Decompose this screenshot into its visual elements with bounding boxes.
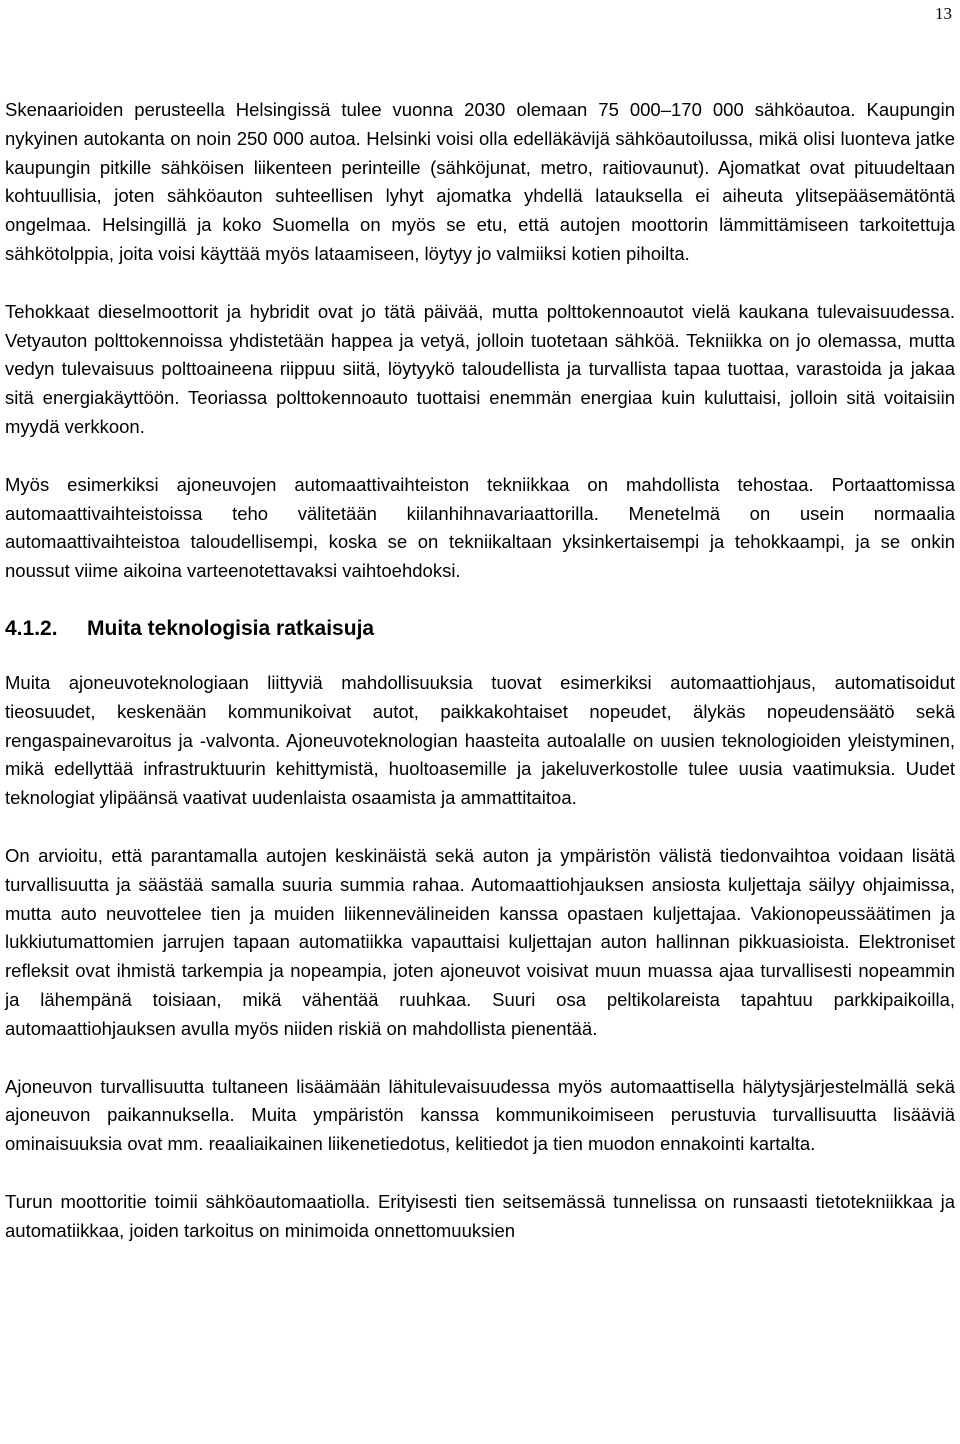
section-title: Muita teknologisia ratkaisuja xyxy=(87,616,375,640)
paragraph-information-exchange: On arvioitu, että parantamalla autojen keskinäistä sekä auton ja ympäristön välistä tiedonvaihtoa voidaan lisätä turvallisuutta ja säästää samalla suuria summia rahaa. Automaattiohjauksen ansiosta kuljettaja säilyy ohjaimissa, mutta auto neuvottelee tien ja muiden liikennevälineiden kanssa opastaen kuljettajaa. Vakionopeussäätimen ja lukkiutumattomien jarrujen tapaan automatiikka vapauttaisi kuljettajan auton hallinnan pikkuasioista. Elektroniset refleksit ovat ihmistä tarkempia ja nopeampia, joten ajoneuvot voisivat muun muassa ajaa turvallisesti nopeammin ja lähempänä toisiaan, mikä vähentää ruuhkaa. Suuri osa peltikolareista tapahtuu parkkipaikoilla, automaattiohjauksen avulla myös niiden riskiä on mahdollista pienentää. xyxy=(5,844,955,1039)
paragraph-fuel-cells: Tehokkaat dieselmoottorit ja hybridit ovat jo tätä päivää, mutta polttokennoautot vielä kaukana tulevaisuudessa. Vetyauton polttokennoissa yhdistetään happea ja vetyä, jolloin tuotetaan sähköä. Tekniikka on jo olemassa, mutta vedyn tulevaisuus polttoaineena riippuu siitä, löytyykö taloudellista ja turvallista tapaa tuottaa, varastoida ja jakaa sitä energiakäyttöön. Teoriassa polttokennoauto tuottaisi enemmän energiaa kuin kuluttaisi, jolloin sitä voitaisiin myydä verkkoon. xyxy=(5,300,955,437)
paragraph-vehicle-technologies: Muita ajoneuvoteknologiaan liittyviä mahdollisuuksia tuovat esimerkiksi automaattiohjaus, automatisoidut tieosuudet, keskenään kommunikoivat autot, paikkakohtaiset nopeudet, älykäs nopeudensäätö sekä rengaspainevaroitus ja -valvonta. Ajoneuvoteknologian haasteita autoalalle on uusien teknologioiden yleistyminen, mikä edellyttää infrastruktuurin kehittymistä, huoltoasemille ja jakeluverkostolle tulee uusia vaatimuksia. Uudet teknologiat ylipäänsä vaativat uudenlaista osaamista ja ammattitaitoa. xyxy=(5,671,955,809)
paragraph-safety-systems: Ajoneuvon turvallisuutta tultaneen lisäämään lähitulevaisuudessa myös automaattisella hälytysjärjestelmällä sekä ajoneuvon paikannuksella. Muita ympäristön kanssa kommunikoimiseen perustuvia turvallisuutta lisääviä ominaisuuksia ovat mm. reaaliaikainen liikenetiedotus, kelitiedot ja tien muodon ennakointi kartalta. xyxy=(5,1075,955,1155)
section-heading xyxy=(5,615,955,643)
page-number: 13 xyxy=(935,4,952,23)
document-body xyxy=(5,96,955,1275)
paragraph-transmissions: Myös esimerkiksi ajoneuvojen automaattivaihteiston tekniikkaa on mahdollista tehostaa. Portaattomissa automaattivaihteistoissa teho välitetään kiilanhihnavariaattorilla. Menetelmä on usein normaalia automaattivaihteistoa taloudellisempi, koska se on tekniikaltaan yksinkertaisempi ja tehokkaampi, ja se onkin noussut viime aikoina varteenotettavaksi vaihtoehdoksi. xyxy=(5,473,955,582)
paragraph-electric-cars: Skenaarioiden perusteella Helsingissä tulee vuonna 2030 olemaan 75 000–170 000 sähköautoa. Kaupungin nykyinen autokanta on noin 250 000 autoa. Helsinki voisi olla edelläkävijä sähköautoilussa, mikä olisi luonteva jatke kaupungin pitkille sähköisen liikenteen perinteille (sähköjunat, metro, raitiovaunut). Ajomatkat ovat pituudeltaan kohtuullisia, joten sähköauton suhteellisen lyhyt ajomatka yhdellä latauksella ei aiheuta ylitsepääsemätöntä ongelmaa. Helsingillä ja koko Suomella on myös se etu, että autojen moottorin lämmittämiseen tarkoitettuja sähkötolppia, joita voisi käyttää myös lataamiseen, löytyy jo valmiiksi kotien pihoilta. xyxy=(5,99,955,264)
section-number: 4.1.2. xyxy=(5,616,58,640)
paragraph-turku-motorway: Turun moottoritie toimii sähköautomaatiolla. Erityisesti tien seitsemässä tunnelissa on runsaasti tietotekniikkaa ja automatiikkaa, joiden tarkoitus on minimoida onnettomuuksien xyxy=(5,1190,955,1241)
